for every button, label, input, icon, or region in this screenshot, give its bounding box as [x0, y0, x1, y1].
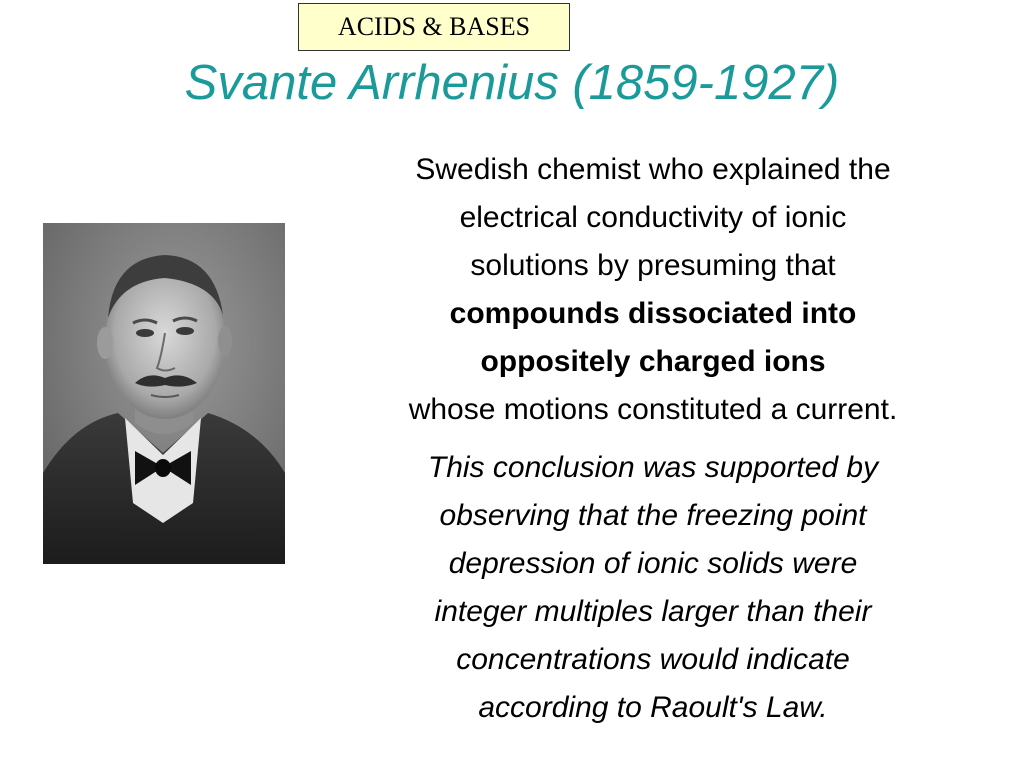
emphasis-line: oppositely charged ions [480, 345, 826, 378]
description-line: Swedish chemist who explained the [415, 153, 891, 186]
conclusion-line: depression of ionic solids were [448, 547, 858, 580]
portrait-illustration [43, 223, 285, 564]
conclusion-line: This conclusion was supported by [427, 451, 879, 484]
slide-title: Svante Arrhenius (1859-1927) [184, 56, 840, 110]
conclusion-line: integer multiples larger than their [434, 595, 872, 628]
slide-body [320, 146, 986, 732]
description-line: solutions by presuming that [470, 249, 836, 282]
conclusion-line: concentrations would indicate [456, 643, 850, 676]
emphasis-line: compounds dissociated into [449, 297, 857, 330]
conclusion-line: observing that the freezing point [439, 499, 867, 532]
topic-badge: ACIDS & BASES [298, 3, 570, 51]
description-line: whose motions constituted a current. [408, 393, 898, 426]
description-line: electrical conductivity of ionic [459, 201, 847, 234]
description-paragraph [320, 146, 986, 434]
conclusion-paragraph [320, 444, 986, 732]
portrait-photo [43, 223, 285, 564]
conclusion-line: according to Raoult's Law. [478, 691, 828, 724]
